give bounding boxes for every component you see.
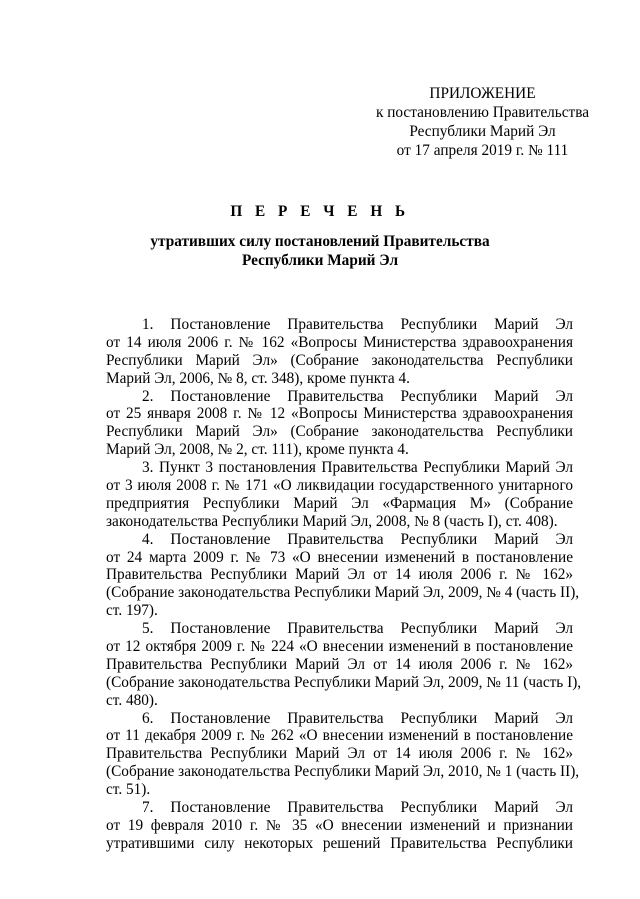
list-item-line: 6. Постановление Правительства Республики Марий Эл <box>142 709 573 727</box>
subtitle-line: Республики Марий Эл <box>241 252 399 269</box>
list-item-line: от 12 октября 2009 г. № 224 «О внесении изменений в постановление <box>106 638 573 656</box>
list-item-line: законодательства Республики Марий Эл, 2008, № 8 (часть I), ст. 408). <box>106 512 558 530</box>
list-item-line: от 24 марта 2009 г. № 73 «О внесении изменений в постановление <box>106 548 573 566</box>
list-item <box>106 620 582 709</box>
list-item-line: Правительства Республики Марий Эл от 14 июля 2006 г. № 162» <box>106 655 573 673</box>
list-item-line: 4. Постановление Правительства Республики Марий Эл <box>142 530 573 548</box>
list-item-line: Республики Марий Эл» (Собрание законодательства Республики <box>106 351 573 369</box>
list-item-line: Марий Эл, 2006, № 8, ст. 348), кроме пункта 4. <box>106 369 410 387</box>
list-item-line: Марий Эл, 2008, № 2, ст. 111), кроме пункта 4. <box>106 441 409 459</box>
list-item-line: от 14 июля 2006 г. № 162 «Вопросы Министерства здравоохранения <box>106 333 573 351</box>
list-item-line: от 11 декабря 2009 г. № 262 «О внесении изменений в постановление <box>106 727 573 745</box>
list-item-line: Республики Марий Эл» (Собрание законодательства Республики <box>106 423 573 441</box>
appendix-republic: Республики Марий Эл <box>409 123 556 140</box>
list-item <box>106 316 573 388</box>
list-item-line: от 25 января 2008 г. № 12 «Вопросы Министерства здравоохранения <box>106 405 573 423</box>
list-item <box>106 709 580 799</box>
list-item-line: 2. Постановление Правительства Республики Марий Эл <box>142 387 573 405</box>
list-item-line: (Собрание законодательства Республики Марий Эл, 2009, № 11 (часть I), <box>106 673 582 691</box>
list-item-line: (Собрание законодательства Республики Марий Эл, 2009, № 4 (часть II), <box>106 584 580 602</box>
list-item <box>106 530 580 620</box>
list-item <box>106 799 573 853</box>
list-item-line: предприятия Республики Марий Эл «Фармация М» (Собрание <box>106 494 573 512</box>
subtitle-line: утративших силу постановлений Правительства <box>150 233 490 250</box>
list-item-line: от 3 июля 2008 г. № 171 «О ликвидации государственного унитарного <box>106 477 573 495</box>
list-item-line: 1. Постановление Правительства Республики Марий Эл <box>142 316 573 333</box>
document-title: П Е Р Е Ч Е Н Ь <box>230 203 410 220</box>
list-item-line: 3. Пункт 3 постановления Правительства Республики Марий Эл <box>142 459 573 477</box>
appendix-header <box>365 84 600 160</box>
list-item-line: 7. Постановление Правительства Республики Марий Эл <box>142 799 573 817</box>
list-item-line: ст. 197). <box>106 602 158 620</box>
list-item-line: от 19 февраля 2010 г. № 35 «О внесении изменений и признании <box>106 816 573 834</box>
appendix-label: ПРИЛОЖЕНИЕ <box>429 85 536 102</box>
list-item-line: Правительства Республики Марий Эл от 14 июля 2006 г. № 162» <box>106 745 573 763</box>
resolutions-list <box>106 316 582 853</box>
document-subtitle <box>0 232 640 270</box>
list-item-line: (Собрание законодательства Республики Марий Эл, 2010, № 1 (часть II), <box>106 763 580 781</box>
list-item-line: Правительства Республики Марий Эл от 14 июля 2006 г. № 162» <box>106 566 573 584</box>
appendix-date-number: от 17 апреля 2019 г. № 111 <box>396 142 569 159</box>
list-item-line: 5. Постановление Правительства Республики Марий Эл <box>142 620 573 638</box>
appendix-reference: к постановлению Правительства <box>375 104 590 121</box>
list-item <box>106 459 573 531</box>
list-item-line: ст. 480). <box>106 691 158 709</box>
list-item-line: ст. 51). <box>106 781 151 799</box>
list-item-line: утратившими силу некоторых решений Правительства Республики <box>106 834 573 852</box>
list-item <box>106 388 573 460</box>
